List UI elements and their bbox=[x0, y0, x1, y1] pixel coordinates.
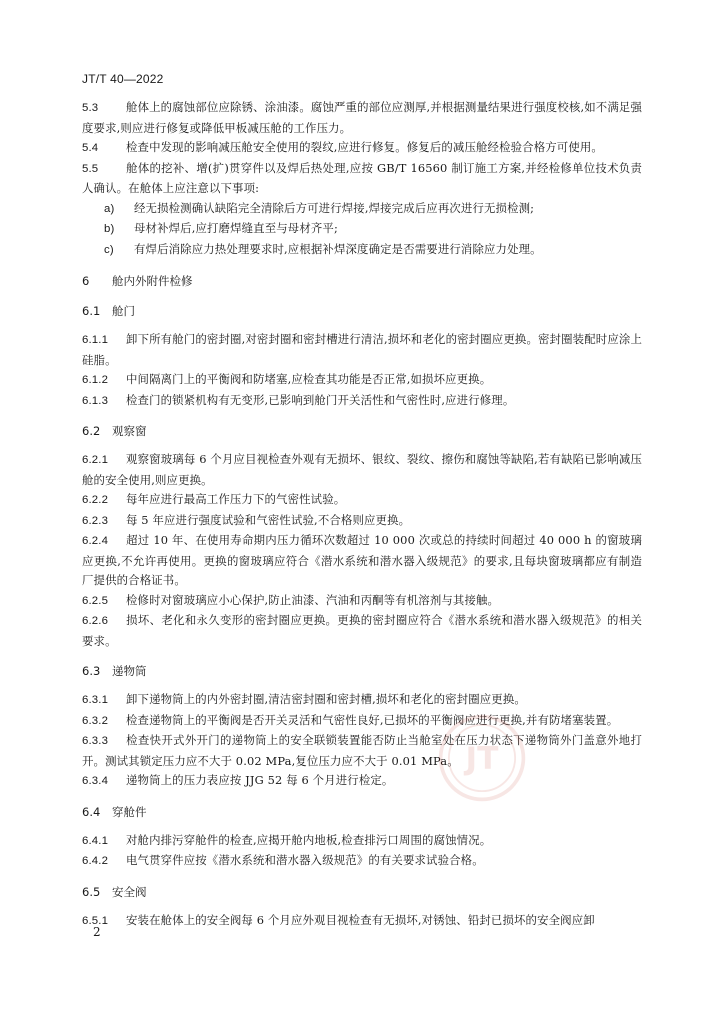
clause-number: 6.3.2 bbox=[82, 714, 109, 727]
heading-title: 舱门 bbox=[112, 304, 135, 318]
clause-text: 检查门的锁紧机构有无变形,已影响到舱门开关活性和气密性时,应进行修理。 bbox=[126, 392, 515, 407]
clause-number: 6.1.1 bbox=[82, 334, 109, 346]
clause-number: 6.3.3 bbox=[82, 735, 109, 747]
clause-text: 递物筒上的压力表应按 JJG 52 每 6 个月进行检定。 bbox=[126, 773, 394, 787]
list-item-label: c) bbox=[104, 243, 114, 256]
clause-paragraph bbox=[82, 611, 642, 651]
clause-paragraph bbox=[82, 771, 642, 792]
clause-number: 6.4.1 bbox=[82, 834, 109, 847]
clause-paragraph bbox=[82, 531, 642, 591]
clause-text: 检查快开式外开门的递物筒上的安全联锁装置能否防止当舱室处在压力状态下递物筒外门盖意外地打开。测试其锁定压力应不大于 0.02 MPa,复位压力应不大于 0.01 MPa。 bbox=[82, 733, 642, 768]
clause-paragraph bbox=[82, 330, 642, 370]
clause-text: 安装在舱体上的安全阀每 6 个月应外观目视检查有无损坏,对锈蚀、铅封已损坏的安全阀应卸 bbox=[126, 912, 595, 927]
standard-code-header: JT/T 40—2022 bbox=[82, 72, 164, 86]
list-item bbox=[82, 219, 642, 240]
list-item bbox=[82, 240, 642, 261]
clause-number: 6.2.6 bbox=[82, 615, 109, 627]
heading-title: 观察窗 bbox=[112, 424, 147, 438]
svg-text:JT: JT bbox=[465, 741, 499, 778]
heading-number: 6 bbox=[82, 274, 90, 288]
subsection-heading bbox=[82, 883, 642, 902]
clause-paragraph bbox=[82, 98, 642, 138]
clause-paragraph bbox=[82, 159, 642, 199]
subsection-heading bbox=[82, 302, 642, 321]
clause-paragraph bbox=[82, 138, 642, 159]
clause-number: 6.2.3 bbox=[82, 514, 109, 527]
clause-text: 检查递物筒上的平衡阀是否开关灵活和气密性良好,已损坏的平衡阀应进行更换,并有防堵塞装置。 bbox=[126, 712, 619, 727]
list-item bbox=[82, 199, 642, 220]
clause-paragraph bbox=[82, 831, 642, 852]
clause-paragraph bbox=[82, 731, 642, 771]
clause-text: 每年应进行最高工作压力下的气密性试验。 bbox=[126, 492, 346, 506]
clause-text: 中间隔离门上的平衡阀和防堵塞,应检查其功能是否正常,如损坏应更换。 bbox=[126, 372, 492, 386]
heading-number: 6.3 bbox=[82, 664, 101, 678]
clause-paragraph bbox=[82, 591, 642, 612]
clause-paragraph bbox=[82, 851, 642, 872]
clause-paragraph bbox=[82, 490, 642, 511]
clause-paragraph bbox=[82, 911, 642, 932]
clause-text: 舱体的挖补、增(扩)贯穿件以及焊后热处理,应按 GB/T 16560 制订施工方案,并经检修单位技术负责人确认。在舱体上应注意以下事项: bbox=[82, 160, 642, 195]
heading-title: 舱内外附件检修 bbox=[112, 274, 193, 288]
heading-number: 6.1 bbox=[82, 304, 101, 318]
clause-text: 检修时对窗玻璃应小心保护,防止油漆、汽油和丙酮等有机溶剂与其接触。 bbox=[126, 592, 500, 607]
heading-title: 穿舱件 bbox=[112, 804, 147, 819]
clause-text: 卸下递物筒上的内外密封圈,清洁密封圈和密封槽,损坏和老化的密封圈应更换。 bbox=[126, 692, 526, 706]
clause-text: 损坏、老化和永久变形的密封圈应更换。更换的密封圈应符合《潜水系统和潜水器入级规范》的相关要求。 bbox=[82, 613, 642, 648]
clause-number: 6.1.2 bbox=[82, 374, 109, 386]
list-item-label: b) bbox=[104, 223, 115, 235]
list-item-label: a) bbox=[104, 202, 115, 215]
clause-text: 舱体上的腐蚀部位应除锈、涂油漆。腐蚀严重的部位应测厚,并根据测量结果进行强度校核,如不满足强度要求,则应进行修复或降低甲板减压舱的工作压力。 bbox=[82, 100, 642, 135]
clause-text: 观察窗玻璃每 6 个月应目视检查外观有无损坏、银纹、裂纹、擦伤和腐蚀等缺陷,若有缺陷已影响减压舱的安全使用,则应更换。 bbox=[82, 452, 642, 487]
heading-number: 6.4 bbox=[82, 804, 101, 819]
subsection-heading bbox=[82, 662, 642, 681]
clause-text: 电气贯穿件应按《潜水系统和潜水器入级规范》的有关要求试验合格。 bbox=[126, 853, 484, 867]
document-body bbox=[82, 98, 642, 931]
page-number: 2 bbox=[93, 925, 101, 939]
clause-paragraph bbox=[82, 391, 642, 412]
clause-number: 6.2.2 bbox=[82, 494, 109, 506]
jt-seal-watermark bbox=[436, 712, 528, 804]
heading-number: 6.2 bbox=[82, 424, 101, 438]
clause-paragraph bbox=[82, 711, 642, 732]
clause-number: 6.2.5 bbox=[82, 594, 109, 607]
clause-number: 6.2.1 bbox=[82, 454, 109, 466]
clause-text: 对舱内排污穿舱件的检查,应揭开舱内地板,检查排污口周围的腐蚀情况。 bbox=[126, 832, 492, 847]
clause-text: 检查中发现的影响减压舱安全使用的裂纹,应进行修复。修复后的减压舱经检验合格方可使用。 bbox=[126, 140, 603, 154]
clause-number: 5.4 bbox=[82, 142, 99, 154]
list-item-text: 经无损检测确认缺陷完全清除后方可进行焊接,焊接完成后应再次进行无损检测; bbox=[134, 200, 535, 215]
heading-number: 6.5 bbox=[82, 884, 101, 899]
clause-text: 每 5 年应进行强度试验和气密性试验,不合格则应更换。 bbox=[126, 512, 411, 527]
clause-paragraph bbox=[82, 690, 642, 711]
clause-paragraph bbox=[82, 511, 642, 532]
clause-number: 6.5.1 bbox=[82, 914, 109, 927]
clause-text: 超过 10 年、在使用寿命期内压力循环次数超过 10 000 次或总的持续时间超过 40 000 h 的窗玻璃应更换,不允许再使用。更换的窗玻璃应符合《潜水系统和潜水器入级规范》的要求,且每块窗玻璃都应有制造厂提供的合格证书。 bbox=[82, 533, 642, 587]
heading-title: 安全阀 bbox=[112, 884, 147, 899]
subsection-heading bbox=[82, 422, 642, 441]
list-item-text: 有焊后消除应力热处理要求时,应根据补焊深度确定是否需要进行消除应力处理。 bbox=[134, 241, 542, 256]
subsection-heading bbox=[82, 803, 642, 822]
clause-number: 5.3 bbox=[82, 102, 99, 114]
clause-paragraph bbox=[82, 370, 642, 391]
heading-title: 递物筒 bbox=[112, 664, 147, 678]
clause-number: 6.3.4 bbox=[82, 775, 109, 787]
section-heading bbox=[82, 272, 642, 291]
clause-number: 6.4.2 bbox=[82, 855, 109, 867]
clause-number: 6.1.3 bbox=[82, 394, 109, 407]
clause-number: 6.2.4 bbox=[82, 535, 109, 547]
clause-text: 卸下所有舱门的密封圈,对密封圈和密封槽进行清洁,损坏和老化的密封圈应更换。密封圈装配时应涂上硅脂。 bbox=[82, 332, 642, 367]
clause-number: 6.3.1 bbox=[82, 694, 109, 706]
clause-number: 5.5 bbox=[82, 162, 99, 175]
clause-paragraph bbox=[82, 450, 642, 490]
list-item-text: 母材补焊后,应打磨焊缝直至与母材齐平; bbox=[134, 221, 338, 235]
